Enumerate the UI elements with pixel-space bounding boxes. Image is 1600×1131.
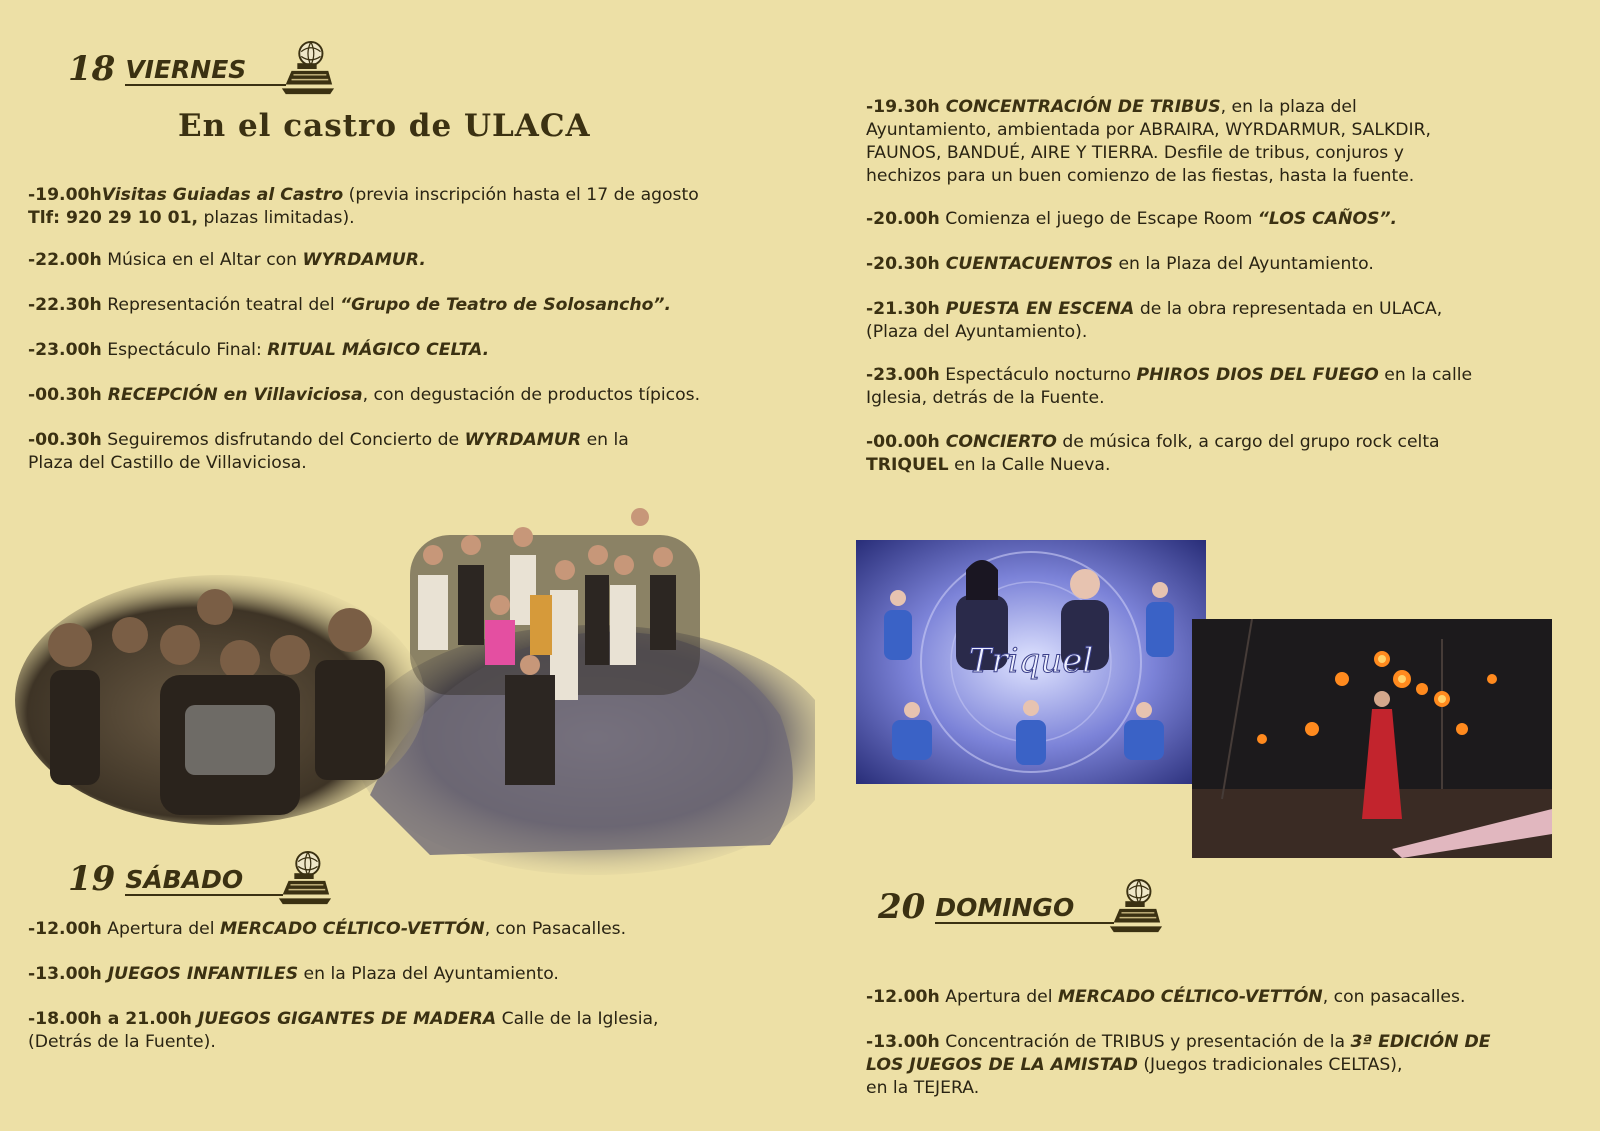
globe-ship-icon	[278, 40, 336, 98]
event-item: -12.00h Apertura del MERCADO CÉLTICO-VETTÓN, con pasacalles.	[866, 987, 1466, 1007]
event-item: -22.00h Música en el Altar con WYRDAMUR.	[28, 250, 426, 270]
venue-title: En el castro de ULACA	[178, 108, 591, 144]
band-logo: Triquel	[968, 641, 1094, 681]
event-item: -12.00h Apertura del MERCADO CÉLTICO-VETTÓN, con Pasacalles.	[28, 919, 627, 939]
event-item: -23.00h Espectáculo Final: RITUAL MÁGICO CELTA.	[28, 340, 490, 360]
event-item: -20.30h CUENTACUENTOS en la Plaza del Ayuntamiento.	[866, 254, 1374, 274]
day-name: DOMINGO	[935, 895, 1114, 924]
day-number: 19	[68, 859, 116, 899]
fire-show-photo	[1192, 619, 1552, 858]
event-item: -00.30h RECEPCIÓN en Villaviciosa, con degustación de productos típicos.	[28, 385, 701, 405]
event-item: -20.00h Comienza el juego de Escape Room “LOS CAÑOS”.	[866, 209, 1398, 229]
day-number: 18	[68, 49, 116, 89]
event-item: -22.30h Representación teatral del “Grupo de Teatro de Solosancho”.	[28, 295, 671, 315]
event-item: -13.00h JUEGOS INFANTILES en la Plaza del Ayuntamiento.	[28, 964, 559, 984]
globe-ship-icon	[275, 850, 333, 908]
day-header-19	[68, 850, 333, 899]
warrior-band	[15, 575, 425, 825]
day-header-20	[878, 878, 1164, 927]
event-item: -23.00h Espectáculo nocturno PHIROS DIOS DEL FUEGO en la calle Iglesia, detrás de la Fuente.	[866, 365, 1473, 408]
event-item: -13.00h Concentración de TRIBUS y presentación de la 3ª EDICIÓN DE LOS JUEGOS DE LA AMISTAD (Juegos tradicionales CELTAS), en la TEJERA.	[866, 1032, 1491, 1098]
day-number: 20	[878, 887, 926, 927]
celtic-photo-collage	[10, 495, 815, 875]
day-header-18	[68, 40, 336, 89]
event-item: -19.00hVisitas Guiadas al Castro (previa inscripción hasta el 17 de agosto Tlf: 920 29 10 01, plazas limitadas).	[28, 185, 699, 228]
event-item: -00.30h Seguiremos disfrutando del Concierto de WYRDAMUR en la Plaza del Castillo de Villaviciosa.	[28, 430, 629, 473]
event-item: -21.30h PUESTA EN ESCENA de la obra representada en ULACA, (Plaza del Ayuntamiento).	[866, 299, 1443, 342]
day-name: SÁBADO	[125, 867, 283, 896]
event-item: -00.00h CONCIERTO de música folk, a cargo del grupo rock celta TRIQUEL en la Calle Nueva.	[866, 432, 1440, 475]
globe-ship-icon	[1106, 878, 1164, 936]
event-item: -18.00h a 21.00h JUEGOS GIGANTES DE MADERA Calle de la Iglesia, (Detrás de la Fuente).	[28, 1009, 659, 1052]
band-poster-photo	[856, 540, 1206, 784]
day-name: VIERNES	[125, 57, 286, 86]
event-item: -19.30h CONCENTRACIÓN DE TRIBUS, en la plaza del Ayuntamiento, ambientada por ABRAIRA, WYRDARMUR, SALKDIR, FAUNOS, BANDUÉ, AIRE Y TIERRA. Desfile de tribus, conjuros y hechizos para un buen comienzo de las fiestas, hasta la fuente.	[866, 97, 1431, 186]
